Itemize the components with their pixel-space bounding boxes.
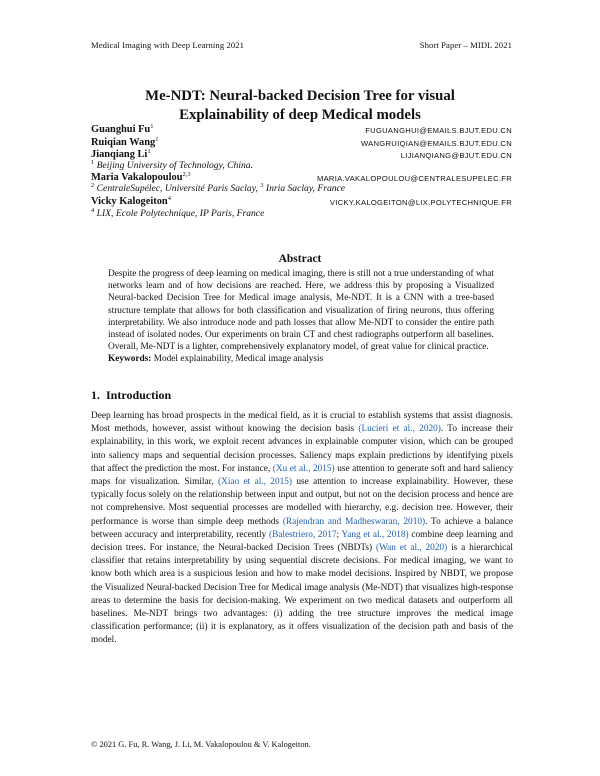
citation-link[interactable]: (Xiao et al., 2015) <box>218 477 292 488</box>
citation-link[interactable]: Yang et al., 2018) <box>341 529 409 540</box>
copyright-footer: © 2021 G. Fu, R. Wang, J. Li, M. Vakalopoulou & V. Kalogeiton. <box>91 740 311 749</box>
abstract-heading: Abstract <box>278 253 322 265</box>
author-name: Maria Vakalopoulou$^{2,3}$ <box>91 171 191 183</box>
author-email[interactable]: VICKY.KALOGEITON@LIX.POLYTECHNIQUE.FR <box>329 198 512 207</box>
author-name: Vicky Kalogeiton$^4$ <box>91 195 171 207</box>
citation-link[interactable]: (Rajendran and Madheswaran, 2010) <box>282 516 426 527</box>
author-name: Guanghui Fu$^1$ <box>91 123 154 135</box>
paper-title <box>0 87 600 125</box>
affiliation-1: $^1$ Beijing University of Technology, China. <box>91 159 253 171</box>
keywords: Model explainability, Medical image analysis <box>153 354 324 365</box>
affiliation-2-3: $^2$ CentraleSupélec, Université Paris Saclay, $^3$ Inria Saclay, France <box>91 182 346 194</box>
citation-link[interactable]: (Balestriero, 2017 <box>268 529 337 540</box>
keywords-label: Keywords: <box>108 354 152 365</box>
title-line-2: Explainability of deep Medical models <box>179 107 421 123</box>
title-line-1: Me-NDT: Neural-backed Decision Tree for visual <box>145 88 455 104</box>
abstract-body <box>108 268 494 366</box>
running-header-right: Short Paper – MIDL 2021 <box>419 40 512 50</box>
author-email[interactable]: WANGRUIQIAN@EMAILS.BJUT.EDU.CN <box>360 139 512 148</box>
author-email[interactable]: LIJIANQIANG@BJUT.EDU.CN <box>400 151 512 160</box>
author-email[interactable]: FUGUANGHUI@EMAILS.BJUT.EDU.CN <box>365 126 512 135</box>
author-row <box>91 137 512 149</box>
author-name: Ruiqian Wang$^1$ <box>91 136 159 148</box>
introduction-paragraph: Deep learning has broad prospects in the medical field, as it is crucial to establish systems that assist diagnosis. Most methods, however, assist without knowing the decision basis (Lucieri et al., 2020). To increase their explainability, in this work, we exploit recent advances in explainable computer vision, which can be grouped into saliency maps and sequential decision processes. Saliency maps explain predictions by identifying pixels that affect the prediction the most. For instance, (Xu et al., 2015) use attention to generate soft and hard saliency maps for visualization. Similar, (Xiao et al., 2015) use attention to increase explainability. However, these typically focus solely on the relationship between input and output, but not on the decision process and hence are not comprehensive. Most sequential processes are modelled with hierarchy, e.g. decision tree. However, their performance is worse than simple deep methods (Rajendran and Madheswaran, 2010). To achieve a balance between accuracy and interpretability, recently (Balestriero, 2017; Yang et al., 2018) combine deep learning and decision trees. For instance, the Neural-backed Decision Trees (NBDTs) (Wan et al., 2020) is a hierarchical classifier that retains interpretability by using sequential discrete decisions. For medical imaging, we want to know both which area is a suspicious lesion and how to make model decisions. Inspired by NBDT, we propose the Visualized Neural-backed Decision Tree for Medical image analysis (Me-NDT) that visualizes high-response areas to determine the basis for decision-making. We experiment on two medical datasets and outperform all baselines. Me-NDT brings two advantages: (i) adding the tree structure improves the medical image classification performance; (ii) it is explanatory, as it offers visualization of the decision path and basis of the model. <box>91 411 514 646</box>
citation-link[interactable]: (Lucieri et al., 2020) <box>358 424 441 435</box>
author-name: Jianqiang Li$^1$ <box>91 148 151 160</box>
author-row <box>91 196 512 208</box>
author-row <box>91 124 512 136</box>
running-header-left: Medical Imaging with Deep Learning 2021 <box>91 40 245 50</box>
citation-link[interactable]: (Xu et al., 2015) <box>272 463 335 474</box>
author-email[interactable]: MARIA.VAKALOPOULOU@CENTRALESUPELEC.FR <box>316 174 512 183</box>
section-heading: 1. Introduction <box>91 388 172 402</box>
affiliation-4: $^4$ LIX, Ecole Polytechnique, IP Paris, France <box>91 207 265 219</box>
citation-link[interactable]: (Wan et al., 2020) <box>376 543 448 554</box>
abstract-text: Despite the progress of deep learning on medical imaging, there is still not a true understanding of what networks learn and of how decisions are reached. Here, we address this by proposing a Visualized Neural-backed Decision Tree for Medical image analysis, Me-NDT. It is a CNN with a tree-based structure template that allows for both classification and visualization of firing neurons, thus offering interpretability. We also introduce node and path losses that allow Me-NDT to consider the entire path instead of isolated nodes. Our experiments on brain CT and chest radiographs outperform all baselines. Overall, Me-NDT is a lighter, comprehensively explanatory model, of great value for clinical practice. <box>108 269 494 353</box>
